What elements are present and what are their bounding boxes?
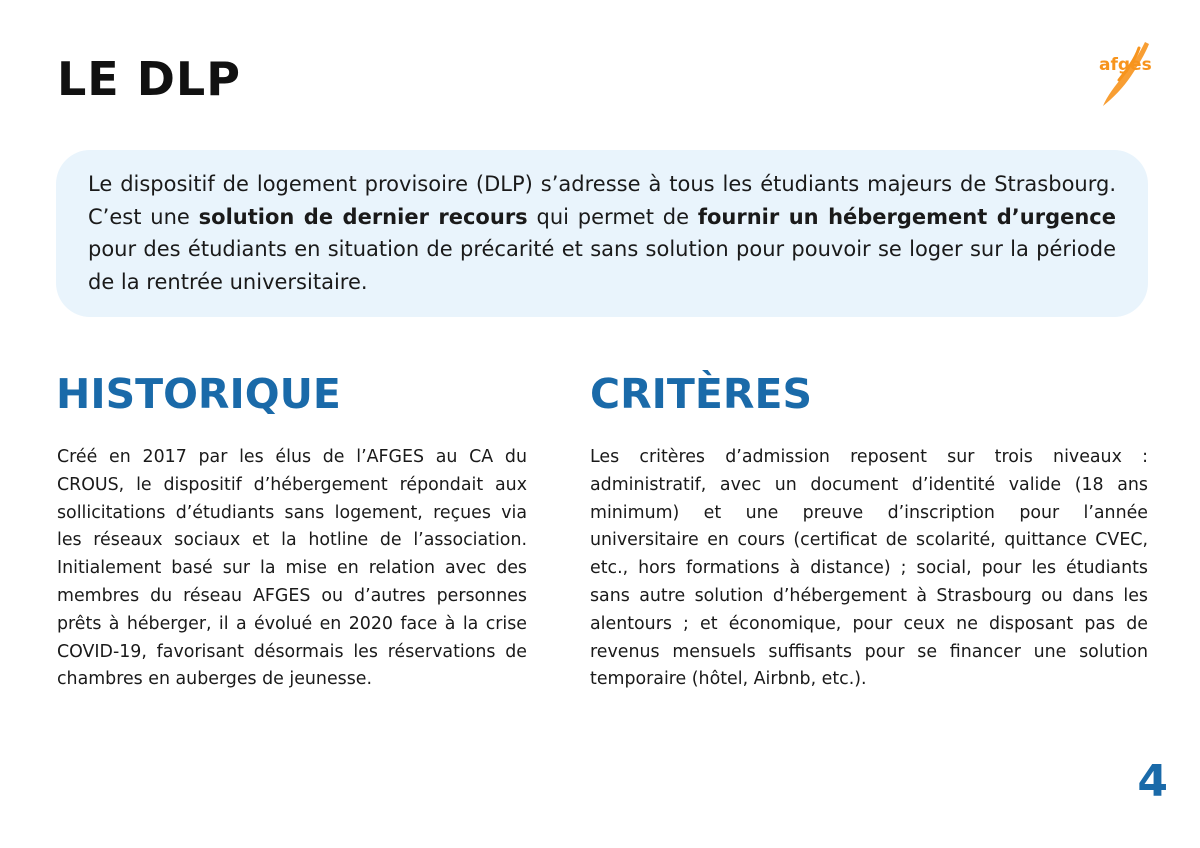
svg-text:afges: afges [1099,55,1152,75]
intro-text-part: Le dispositif de logement provisoire (DLP) s’adresse à tous les étudiants majeurs de Strasbourg. C’est une [88,172,1116,229]
intro-text-part: qui permet de [527,204,698,229]
afges-logo [1093,40,1163,110]
page-number: 4 [1137,756,1168,807]
intro-bold-dernier-recours: solution de dernier recours [198,204,528,229]
page-title: LE DLP [57,52,241,106]
intro-bold-hebergement-urgence: fournir un hébergement d’urgence [697,204,1116,229]
historique-body: Créé en 2017 par les élus de l’AFGES au CA du CROUS, le dispositif d’hébergement répondait aux sollicitations d’étudiants sans logement, reçues via les réseaux sociaux et la hotline de l’association. Initialement basé sur la mise en relation avec des membres du réseau AFGES ou d’autres personnes prêts à héberger, il a évolué en 2020 face à la crise COVID-19, favorisant désormais les réservations de chambres en auberges de jeunesse. [57,447,527,690]
criteres-heading: CRITÈRES [590,370,812,418]
intro-text [88,168,1116,298]
criteres-body: Les critères d’admission reposent sur trois niveaux : administratif, avec un document d’identité valide (18 ans minimum) et une preuve d’inscription pour l’année universitaire en cours (certificat de scolarité, quittance CVEC, etc., hors formations à distance) ; social, pour les étudiants sans autre solution d’hébergement à Strasbourg ou dans les alentours ; et économique, pour ceux ne disposant pas de revenus mensuels suffisants pour se financer une solution temporaire (hôtel, Airbnb, etc.). [590,447,1148,690]
intro-box [56,150,1148,317]
historique-heading: HISTORIQUE [56,370,341,418]
intro-text-part: pour des étudiants en situation de précarité et sans solution pour pouvoir se loger sur la période de la rentrée universitaire. [88,237,1116,294]
